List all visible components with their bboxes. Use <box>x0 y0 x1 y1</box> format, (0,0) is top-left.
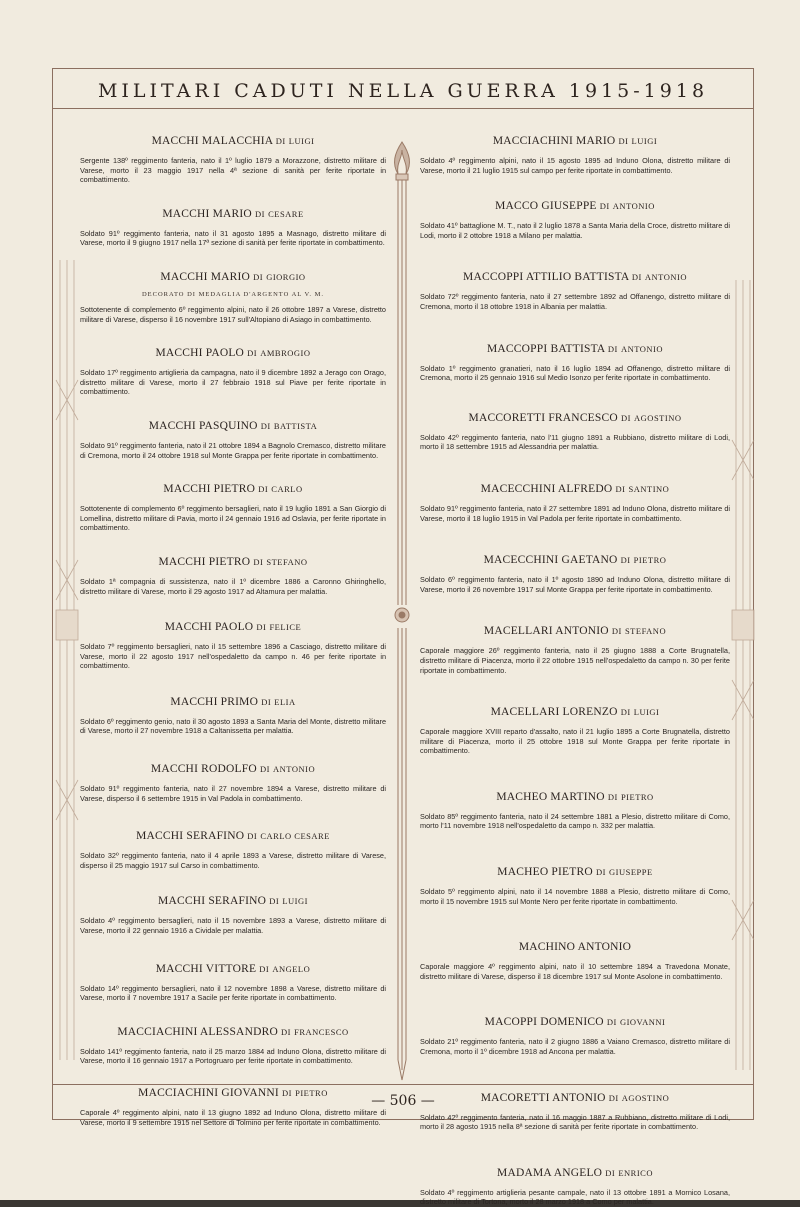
casualty-entry <box>80 419 386 460</box>
casualty-name <box>80 620 386 634</box>
casualty-di: DI <box>607 791 618 802</box>
rosette-icon <box>395 608 409 622</box>
casualty-record: Soldato 4º reggimento artiglieria pesante campale, nato il 13 ottobre 1891 a Mornico Losana, distretto militare di Tortona, morto il 28 marzo 1918 a Como per malattia. <box>420 1187 730 1207</box>
casualty-entry <box>80 962 386 1003</box>
page-title: MILITARI CADUTI NELLA GUERRA 1915-1918 <box>97 80 709 102</box>
left-column <box>80 116 386 1127</box>
casualty-record: Soldato 4º reggimento alpini, nato il 15 agosto 1895 ad Induno Olona, distretto militare di Varese, morto il 21 luglio 1915 sul campo per ferite riportate in combattimento. <box>420 156 730 175</box>
casualty-di: DI <box>253 271 264 282</box>
casualty-record: Soldato 42º reggimento fanteria, nato il 16 maggio 1887 a Rubbiano, distretto militare di Lodi, morto il 28 agosto 1915 nella 8ª sezione di sanità per ferite riportate in combattimento. <box>420 1112 730 1132</box>
casualty-name <box>420 270 730 284</box>
casualty-father: FELICE <box>269 622 302 633</box>
header-rule <box>52 108 754 109</box>
casualty-surname: MACCIACHINI ALESSANDRO <box>117 1025 278 1038</box>
casualty-entry <box>420 790 730 831</box>
casualty-di: DI <box>259 764 270 775</box>
casualty-name <box>80 894 386 908</box>
casualty-di: DI <box>615 483 626 494</box>
casualty-record: Soldato 6º reggimento fanteria, nato il 1º agosto 1890 ad Induno Olona, distretto militare di Varese, morto il 26 novembre 1917 sul Monte Grappa per ferite riportate in combattimento. <box>420 575 730 594</box>
casualty-entry <box>80 1025 386 1066</box>
casualty-surname: MACCIACHINI MARIO <box>492 135 616 147</box>
casualty-record: Soldato 32º reggimento fanteria, nato il 4 aprile 1893 a Varese, distretto militare di Varese, disperso il 25 maggio 1917 sul Carso in combattimento. <box>80 851 386 870</box>
casualty-di: DI <box>631 272 642 283</box>
casualty-di: DI <box>269 896 280 907</box>
casualty-father: LUIGI <box>282 896 308 907</box>
casualty-record: Caporale maggiore XVIII reparto d'assalto, nato il 21 luglio 1895 a Corte Brugnatella, distretto militare di Piacenza, morto il 25 ottobre 1918 sul Monte Grappa per ferite riportate in combattimento. <box>420 727 730 756</box>
casualty-di: DI <box>261 696 272 707</box>
casualty-entry <box>420 865 730 906</box>
casualty-name <box>80 962 386 976</box>
casualty-name <box>420 411 730 425</box>
casualty-record: Soldato 4º reggimento bersaglieri, nato il 15 novembre 1893 a Varese, distretto militare di Varese, morto il 22 gennaio 1916 a Cividale per malattia. <box>80 916 386 936</box>
casualty-father: ANTONIO <box>612 201 655 212</box>
casualty-name <box>80 270 386 284</box>
casualty-surname: MACHEO PIETRO <box>497 866 593 879</box>
casualty-name <box>420 705 730 719</box>
casualty-surname: MACCHI RODOLFO <box>150 763 257 776</box>
casualty-record: Sergente 138º reggimento fanteria, nato il 1º luglio 1879 a Morazzone, distretto militare di Varese, morto il 23 maggio 1917 nella 4ª sezione di sanità per ferite riportate in combattimento. <box>80 156 386 185</box>
casualty-di: DI <box>620 555 631 566</box>
casualty-surname: MACCHI PIETRO <box>163 483 256 496</box>
casualty-record: Caporale maggiore 26º reggimento fanteria, nato il 25 giugno 1888 a Corte Brugnatella, distretto militare di Piacenza, morto il 22 ottobre 1915 nell'ospedaletto da campo n. 30 per ferite riportate in combattimento. <box>420 646 730 675</box>
casualty-father: CARLO CESARE <box>260 831 330 842</box>
casualty-name <box>80 482 386 496</box>
casualty-surname: MACORETTI ANTONIO <box>480 1091 606 1104</box>
casualty-record: Soldato 1º reggimento granatieri, nato il 16 luglio 1894 ad Offanengo, distretto militare di Cremona, morto il 25 gennaio 1916 sul Medio Isonzo per ferite riportate in combattimento. <box>420 363 730 383</box>
casualty-di: DI <box>247 348 258 359</box>
casualty-record: Soldato 72º reggimento fanteria, nato il 27 settembre 1892 ad Offanengo, distretto militare di Cremona, morto il 18 ottobre 1918 in Albania per malattia. <box>420 292 730 311</box>
casualty-entry <box>420 270 730 311</box>
casualty-surname: MACCHI PAOLO <box>155 347 245 360</box>
casualty-surname: MACCHI PIETRO <box>158 555 251 568</box>
casualty-father: ANGELO <box>272 963 311 974</box>
casualty-di: DI <box>256 622 267 633</box>
casualty-father: ENRICO <box>618 1167 653 1178</box>
casualty-father: PIETRO <box>295 1088 328 1098</box>
casualty-di: DI <box>281 1026 292 1037</box>
casualty-entry <box>80 346 386 397</box>
torch-icon <box>395 142 410 605</box>
casualty-name <box>80 346 386 360</box>
casualty-father: STEFANO <box>624 626 667 637</box>
casualty-di: DI <box>253 556 264 567</box>
casualty-surname: MACCO GIUSEPPE <box>495 200 597 213</box>
casualty-father: AGOSTINO <box>634 412 682 423</box>
casualty-record: Caporale maggiore 4º reggimento alpini, nato il 10 settembre 1894 a Travedona Monate, distretto militare di Varese, disperso il 18 dicembre 1917 sul Monte Asolone in combattimento. <box>420 962 730 981</box>
casualty-entry <box>420 199 730 240</box>
casualty-father: GIUSEPPE <box>609 867 653 878</box>
casualty-record: Sottotenente di complemento 6º reggimento alpini, nato il 26 ottobre 1897 a Varese, distretto militare di Varese, disperso il 16 novembre 1917 sull'Altopiano di Asiago in combattimento. <box>80 304 386 324</box>
casualty-father: CARLO <box>271 484 303 495</box>
central-ornament-column <box>388 140 416 1085</box>
casualty-surname: MACCORETTI FRANCESCO <box>468 411 618 424</box>
casualty-entry <box>80 555 386 596</box>
casualty-surname: MACHINO ANTONIO <box>518 941 632 954</box>
casualty-surname: MACCIACHINI GIOVANNI <box>138 1087 279 1099</box>
casualty-surname: MACELLARI ANTONIO <box>483 625 609 638</box>
casualty-name <box>80 207 386 221</box>
casualty-surname: MACOPPI DOMENICO <box>484 1016 604 1029</box>
casualty-di: DI <box>607 343 618 354</box>
casualty-entry <box>420 134 730 175</box>
casualty-di: DI <box>618 136 629 146</box>
footer-rule <box>52 1084 754 1085</box>
casualty-father: PIETRO <box>633 555 667 566</box>
casualty-di: DI <box>247 831 258 842</box>
casualty-father: ANTONIO <box>273 764 316 775</box>
casualty-record: Soldato 21º reggimento fanteria, nato il 2 giugno 1886 a Vaiano Cremasco, distretto militare di Cremona, morto il 1º dicembre 1918 ad Ancona per malattia. <box>420 1037 730 1057</box>
casualty-record: Soldato 91º reggimento fanteria, nato il 27 settembre 1891 ad Induno Olona, distretto militare di Varese, morto il 18 luglio 1915 in Val Padola per ferite riportate in combattimento. <box>420 503 730 523</box>
casualty-di: DI <box>259 963 270 974</box>
casualty-name <box>420 624 730 638</box>
casualty-entry <box>80 270 386 324</box>
casualty-surname: MACELLARI LORENZO <box>490 706 618 719</box>
casualty-name <box>80 762 386 776</box>
casualty-name <box>420 1015 730 1029</box>
casualty-father: LUIGI <box>288 136 315 146</box>
casualty-father: GIOVANNI <box>619 1017 666 1028</box>
casualty-record: Soldato 41º battaglione M. T., nato il 2 luglio 1878 a Santa Maria della Croce, distretto militare di Lodi, morto il 2 ottobre 1918 a Milano per malattia. <box>420 221 730 240</box>
casualty-decoration: DECORATO DI MEDAGLIA D'ARGENTO AL V. M. <box>141 290 325 298</box>
casualty-father: CESARE <box>268 208 304 219</box>
casualty-surname: MACHEO MARTINO <box>496 790 605 803</box>
casualty-father: ANTONIO <box>644 272 687 283</box>
casualty-surname: MACCHI MARIO <box>162 207 252 220</box>
casualty-surname: MACCHI PAOLO <box>164 621 254 634</box>
casualty-record: Soldato 6º reggimento genio, nato il 30 agosto 1893 a Santa Maria del Monte, distretto militare di Varese, morto il 27 novembre 1918 a Caltanissetta per malattia. <box>80 716 386 736</box>
casualty-name <box>420 342 730 356</box>
casualty-name <box>420 1166 730 1180</box>
casualty-di: DI <box>599 201 610 212</box>
casualty-surname: MACCOPPI BATTISTA <box>486 342 605 355</box>
casualty-di: DI <box>255 208 265 219</box>
casualty-entry <box>420 940 730 981</box>
casualty-record: Sottotenente di complemento 6º reggimento bersaglieri, nato il 19 luglio 1891 a San Giorgio di Lomellina, distretto militare di Pavia, morto il 24 gennaio 1916 ad Oslavia, per ferite riportate in combattimento. <box>80 504 386 533</box>
casualty-entry <box>420 1015 730 1056</box>
casualty-entry <box>80 894 386 935</box>
right-ornament-fasces <box>730 280 756 1070</box>
casualty-father: ANTONIO <box>620 343 664 354</box>
casualty-di: DI <box>282 1088 293 1098</box>
page-number: — 506 — <box>371 1093 435 1109</box>
casualty-entry <box>80 762 386 803</box>
casualty-di: DI <box>611 626 622 637</box>
casualty-name <box>80 1025 386 1039</box>
casualty-record: Soldato 42º reggimento fanteria, nato l'11 giugno 1891 a Rubbiano, distretto militare di Lodi, morto il 18 settembre 1915 ad Alessandria per malattia. <box>420 432 730 452</box>
casualty-entry <box>420 342 730 383</box>
casualty-name <box>420 482 730 496</box>
right-column <box>420 116 730 1207</box>
casualty-record: Soldato 17º reggimento artiglieria da campagna, nato il 9 dicembre 1892 a Jerago con Orago, distretto militare di Varese, morto il 27 febbraio 1918 sul Piave per ferite riportate in combattimento. <box>80 368 386 397</box>
casualty-di: DI <box>595 867 606 878</box>
casualty-name <box>420 865 730 879</box>
casualty-record: Soldato 5º reggimento alpini, nato il 14 novembre 1888 a Plesio, distretto militare di Como, morto il 15 novembre 1915 sul Monte Nero per ferite riportate in combattimento. <box>420 887 730 906</box>
casualty-father: AMBROGIO <box>260 348 311 359</box>
casualty-name <box>420 790 730 804</box>
casualty-father: LUIGI <box>633 707 660 718</box>
casualty-surname: MACECCHINI ALFREDO <box>480 482 613 495</box>
casualty-surname: MACECCHINI GAETANO <box>483 554 618 567</box>
sword-icon <box>398 628 406 1080</box>
casualty-di: DI <box>606 1017 617 1028</box>
casualty-name <box>80 134 386 148</box>
casualty-surname: MACCHI SERAFINO <box>136 830 245 843</box>
casualty-record: Soldato 85º reggimento fanteria, nato il 24 settembre 1881 a Plesio, distretto militare di Como, morto l'11 novembre 1918 nell'ospedaletto da campo n. 332 per malattia. <box>420 811 730 831</box>
casualty-name <box>80 695 386 709</box>
casualty-record: Caporale 4º reggimento alpini, nato il 13 giugno 1892 ad Induno Olona, distretto militare di Varese, morto il 9 settembre 1915 nel Settore di Tolmino per ferite riportate in combattimento. <box>80 1108 386 1127</box>
casualty-father: AGOSTINO <box>621 1092 670 1103</box>
casualty-record: Soldato 91º reggimento fanteria, nato il 27 novembre 1894 a Varese, distretto militare di Varese, disperso il 6 settembre 1915 in Val Padola in combattimento. <box>80 784 386 803</box>
casualty-father: SANTINO <box>628 483 670 494</box>
casualty-surname: MADAMA ANGELO <box>497 1166 603 1179</box>
casualty-entry <box>420 411 730 452</box>
casualty-surname: MACCHI PRIMO <box>170 695 259 708</box>
casualty-di: DI <box>258 484 269 495</box>
casualty-entry <box>80 134 386 185</box>
casualty-di: DI <box>605 1167 616 1178</box>
casualty-record: Soldato 91º reggimento fanteria, nato il 31 agosto 1895 a Masnago, distretto militare di Varese, morto il 9 giugno 1917 nella 17ª sezione di sanità per ferite riportate in combattimento. <box>80 228 386 248</box>
casualty-record: Soldato 14º reggimento bersaglieri, nato il 12 novembre 1898 a Varese, distretto militare di Varese, morto il 7 novembre 1917 a Sacile per ferite riportate in combattimento. <box>80 983 386 1003</box>
casualty-entry <box>80 829 386 870</box>
casualty-entry <box>80 207 386 248</box>
casualty-record: Soldato 91º reggimento fanteria, nato il 21 ottobre 1894 a Bagnolo Cremasco, distretto militare di Cremona, morto il 24 ottobre 1918 sul Monte Grappa per ferite riportate in combattimento. <box>80 440 386 460</box>
casualty-entry <box>80 695 386 736</box>
casualty-entry <box>80 620 386 671</box>
casualty-di: DI <box>620 412 631 423</box>
casualty-record: Soldato 7º reggimento bersaglieri, nato il 15 settembre 1896 a Casciago, distretto militare di Varese, morto il 22 agosto 1917 nell'ospedaletto da campo n. 46 per ferite riportate in combattimento. <box>80 642 386 671</box>
casualty-surname: MACCOPPI ATTILIO BATTISTA <box>463 271 629 284</box>
casualty-entry <box>420 624 730 675</box>
casualty-entry <box>420 482 730 523</box>
casualty-name <box>80 419 386 433</box>
casualty-name <box>80 555 386 569</box>
casualty-record: Soldato 141º reggimento fanteria, nato il 25 marzo 1884 ad Induno Olona, distretto militare di Varese, morto il 16 gennaio 1917 a Portogruaro per ferite riportate in combattimento. <box>80 1046 386 1066</box>
casualty-di: DI <box>620 707 631 718</box>
casualty-name <box>420 553 730 567</box>
left-ornament-fasces <box>54 260 80 1060</box>
casualty-di: DI <box>608 1092 619 1103</box>
casualty-surname: MACCHI MARIO <box>160 270 251 283</box>
casualty-name <box>420 134 730 148</box>
casualty-entry <box>80 482 386 533</box>
casualty-father: ELIA <box>274 696 296 707</box>
casualty-surname: MACCHI VITTORE <box>155 962 257 975</box>
casualty-father: GIORGIO <box>266 271 306 282</box>
casualty-name <box>80 829 386 843</box>
casualty-surname: MACCHI SERAFINO <box>158 895 267 908</box>
casualty-entry <box>420 1166 730 1207</box>
casualty-father: LUIGI <box>631 136 658 146</box>
casualty-di: DI <box>275 136 286 146</box>
casualty-father: PIETRO <box>620 791 654 802</box>
casualty-father: FRANCESCO <box>294 1026 349 1037</box>
casualty-name <box>420 940 730 954</box>
casualty-record: Soldato 1ª compagnia di sussistenza, nato il 1º dicembre 1886 a Caronno Ghiringhello, distretto militare di Varese, morto il 29 agosto 1917 ad Altamura per malattia. <box>80 576 386 596</box>
casualty-surname: MACCHI PASQUINO <box>148 419 258 432</box>
casualty-father: BATTISTA <box>273 420 318 431</box>
casualty-entry <box>420 553 730 594</box>
casualty-surname: MACCHI MALACCHIA <box>151 135 273 147</box>
casualty-name <box>420 199 730 213</box>
casualty-entry <box>420 705 730 756</box>
casualty-father: STEFANO <box>266 556 308 567</box>
casualty-di: DI <box>260 420 271 431</box>
